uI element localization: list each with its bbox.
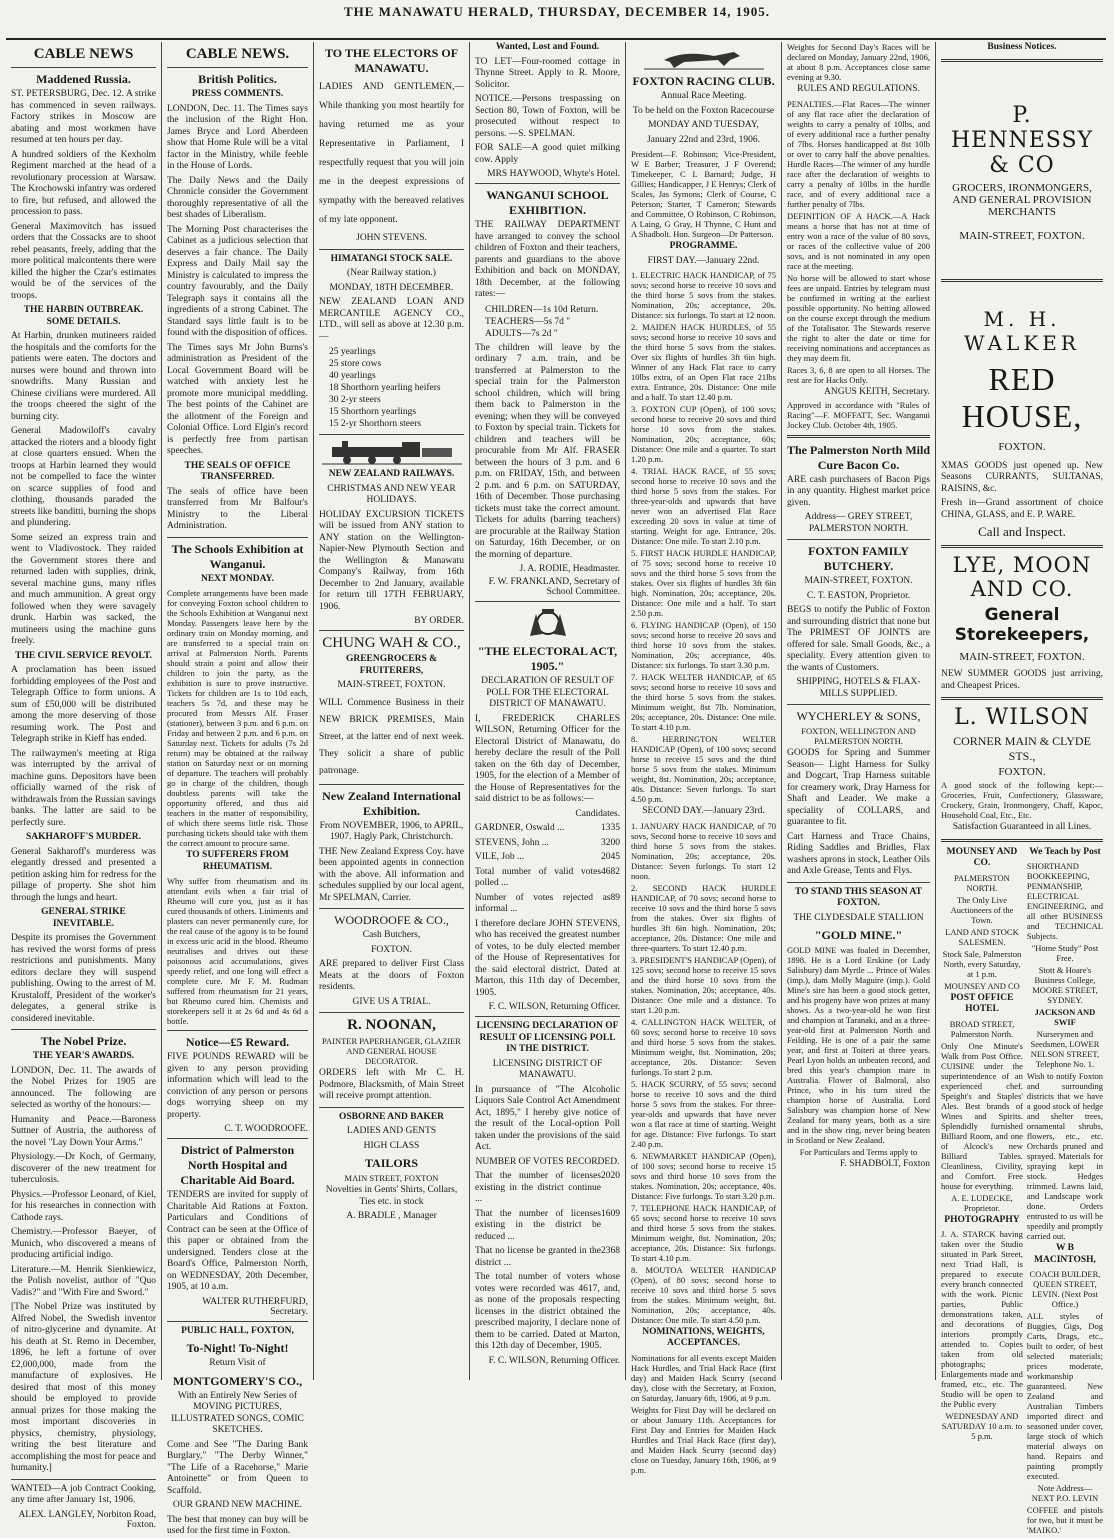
stock-item: 15 2-yr Shorthorn steers bbox=[329, 419, 422, 429]
article-paragraph: The Daily News and the Daily Chronicle consider the Government thoroughly representative of all the best shades of Liberalism. bbox=[167, 175, 308, 220]
hennessy-address: MAIN-STREET, FOXTON. bbox=[959, 229, 1085, 242]
ads-right bbox=[1027, 847, 1103, 1538]
signature: F. C. WILSON, Returning Officer. bbox=[488, 1002, 620, 1012]
article-paragraph: At Harbin, drunken mutineers raided the hospitals and the comforts for the patients were eaten. The doctors and nurses were bound and thrown into snowdrifts. Many Russian and Chinese civilians were murdered. All the troops cheered the sight of the burning city. bbox=[11, 331, 156, 422]
license-row: That the number of licenses existing in the district continue ... 2020 bbox=[475, 1171, 620, 1204]
wilson-heading: L. WILSON bbox=[954, 705, 1090, 730]
divider bbox=[167, 1030, 308, 1031]
notice-text: The children will leave by the ordinary 7 a.m. train, and be transferred at Palmerston to the special train for the Palmerston school children, which will bring them back to Palmerston in the evening; when they will be conveyed to Foxton by special train. Tickets for children and teachers will be procurable from Mr Alf. FRASER between the hours of 3 p.m. and 6 p.m. on FRIDAY, 15th, and between 2 p.m. and 6 p.m. on SATURDAY, 16th of December. Those purchasing tickets must take the correct amount. Tickets for adults (barring teachers) are procurable at the Railway Station on Saturday, 16th December, or on the morning of departure. bbox=[475, 342, 620, 560]
poll-row: VILE, Job ... 2045 bbox=[475, 852, 620, 862]
signature: BY ORDER. bbox=[414, 616, 464, 626]
subheading: MONDAY AND TUESDAY, bbox=[648, 120, 759, 130]
signature: F. C. WILSON, Returning Officer. bbox=[488, 1355, 620, 1366]
british-politics-heading: British Politics. bbox=[198, 72, 277, 86]
race-entry: 4. CALLINGTON HACK WELTER, of 60 sovs; second horse to receive 10 sovs and third horse 5 sovs from the stakes. Minimum weight, 8st. Nomination, 20s; acceptance, 20s. Distance: Seven furlongs. To start 2 p.m. bbox=[631, 1016, 776, 1077]
notice-text: FIVE POUNDS REWARD will be given to any person providing information which will lead to the conviction of any person or persons dogs worrying sheep on my property. bbox=[167, 1052, 308, 1120]
article-paragraph: A hundred soldiers of the Kexholm Regiment marched at the head of a revolutionary procession at Warsaw. The Krochowski infantry was ordered to fire, but refused, and allowed the procession to pass. bbox=[11, 149, 156, 217]
article-paragraph: LONDON, Dec. 11. The awards of the Nobel Prizes for 1905 are announced. The following are selected as worthy of the honours:— bbox=[11, 1065, 156, 1110]
wycherley-heading: WYCHERLEY & SONS, bbox=[796, 709, 921, 723]
divider bbox=[941, 545, 1103, 548]
subheading: SHIPPING, HOTELS & FLAX-MILLS SUPPLIED. bbox=[796, 677, 921, 699]
lye-moon-address: MAIN-STREET, FOXTON. bbox=[959, 651, 1085, 663]
signature: F. SHADBOLT, Foxton bbox=[839, 1159, 930, 1169]
subheading: SECOND DAY.—January 23rd. bbox=[642, 806, 765, 816]
article-paragraph: The railwaymen's meeting at Riga was interrupted by the arrival of machine guns. Depositors have been officially warned of the risk of withdrawals from the Russian savings banks. The latter are said to be perfectly sure. bbox=[11, 748, 156, 828]
divider bbox=[319, 1012, 464, 1013]
race-entry: 1. ELECTRIC HACK HANDICAP, of 75 sovs; second horse to receive 10 sovs and the third horse 5 sovs from the stakes. Nomination, 20s; acceptance, 20s. Distance: six furlongs. To start at 12 noon. bbox=[631, 270, 776, 320]
mounsey-heading: MOUNSEY AND CO. bbox=[946, 846, 1018, 868]
rate-item: TEACHERS—5s 7d " bbox=[485, 316, 571, 327]
subheading: SAKHAROFF'S MURDER. bbox=[25, 832, 142, 842]
race-entry: 4. TRIAL HACK RACE, of 55 sovs; second horse to receive 10 sovs and the third horse 5 sovs from the stakes. For three-year-olds and upwards that have never won an advertised Flat Race exceeding 20 sovs in value at time of starting. Weight for age. Entrance, 20s. Distance: One mile. To start 2.10 p.m. bbox=[631, 466, 776, 546]
divider bbox=[319, 1107, 464, 1108]
subheading: OUR GRAND NEW MACHINE. bbox=[172, 1500, 303, 1510]
column-2 bbox=[162, 42, 314, 1536]
ads-left bbox=[941, 847, 1023, 1538]
article-paragraph: Chemistry.—Professor Baeyer, of Munich, who discovered a means of producing artificial indigo. bbox=[11, 1227, 156, 1260]
classified-ad: WANTED—A job Contract Cooking, any time after January 1st, 1906. bbox=[11, 1483, 156, 1505]
notice-text: Nurserymen and Seedsmen, LOWER NELSON STREET, Telephone No. 1. bbox=[1030, 1029, 1100, 1069]
notice-text: The best that money can buy will be used for the first time in Foxton. bbox=[167, 1514, 308, 1536]
signature: JOHN STEVENS. bbox=[356, 233, 427, 243]
subheading: MONDAY, 18TH DECEMBER. bbox=[329, 282, 454, 293]
poll-informal: Number of votes rejected as informal ... 89 bbox=[475, 892, 620, 914]
notice-text: "Home Study" Post Free. bbox=[1031, 943, 1099, 963]
notice-text: BEGS to notify the Public of Foxton and surrounding district that none but The PRIMEST OF JOINTS are offered for sale. Small Goods, &c., a speciality. Every attention given to the wants of Customers. bbox=[787, 605, 930, 673]
notice-text: ALL styles of Buggies, Gigs, Dog Carts, Drags, etc., built to order, of best selected materials; prices moderate, workmanship guaranteed. New Zealand and Australian Timbers imported direct and seasoned under cover, large stock of which material always on hand. Repairs and painting promptly executed. bbox=[1026, 1311, 1103, 1481]
divider bbox=[941, 839, 1103, 842]
license-row: That the number of licenses existing in the district be reduced ... 1609 bbox=[475, 1208, 620, 1242]
wilson-address: FOXTON. bbox=[998, 766, 1046, 778]
cable-news-heading: CABLE NEWS. bbox=[185, 46, 290, 62]
signature: J. A. RODIE, Headmaster. bbox=[519, 564, 620, 574]
walker-address: FOXTON. bbox=[998, 440, 1046, 453]
notice-text: Weights for Second Day's Races will be declared on Monday, January 22nd, 1906, at about 8 p.m. Acceptances close same evening at 9.30. bbox=[787, 42, 930, 82]
cable-news-heading: CABLE NEWS bbox=[33, 46, 134, 62]
article-paragraph: The Morning Post characterises the Cabinet as a judicious selection that deserves a fair chance. The Daily Express and Daily Mail say the Ministry is calculated to impress the country favourably, and the Daily Telegraph says it contains all the ingredients of a strong Cabinet. The Standard says little fault is to be found with the disposition of offices. bbox=[167, 224, 308, 338]
column-3 bbox=[314, 42, 470, 1380]
licensing-heading: LICENSING DECLARATION OF RESULT OF LICENSING POLL IN THE DISTRICT. bbox=[476, 1021, 619, 1054]
tailors-heading: TAILORS bbox=[364, 1156, 419, 1170]
subheading: DECLARATION OF RESULT OF POLL FOR THE ELECTORAL DISTRICT OF MANAWATU. bbox=[481, 676, 614, 709]
divider bbox=[319, 630, 464, 631]
race-entry: 1. JANUARY HACK HANDICAP, of 70 sovs, Second horse to receive 10 sovs and third horse 5 sovs from the stakes. Nomination, 20s; acceptance, 20s. Distance: Seven furlongs. To start 12 noon. bbox=[631, 820, 776, 881]
stock-item: 18 Shorthorn yearling heifers bbox=[329, 383, 441, 393]
notice-text: Fresh in—Grand assortment of choice CHINA, GLASS, and E. P. WARE. bbox=[941, 498, 1103, 520]
column-5 bbox=[626, 42, 782, 1475]
subheading: Return Visit of bbox=[209, 1358, 266, 1368]
race-entry: 7. HACK WELTER HANDICAP, of 65 sovs; second horse to receive 10 sovs and the third horse 5 sovs from the stakes. Minimum weight, 8st 7lb. Nomination, 20s; acceptance, 20s. Distance: One mile. To start 4.10 p.m. bbox=[631, 672, 776, 732]
race-entry: 8. HERRINGTON WELTER HANDICAP (Open), of 100 sovs; second horse to receive 15 sovs and the third horse 5 sovs from the stakes. Minimum weight, 8st. Nomination, 20s; acceptance, 40s. Distance: Seven furlongs. To start 4.50 p.m. bbox=[631, 734, 776, 804]
subheading: GREENGROCERS & FRUITERERS, bbox=[345, 654, 438, 676]
divider bbox=[319, 908, 464, 909]
notice-text: COFFEE and pistols for two, but it must be 'MAIKO.' bbox=[1026, 1505, 1103, 1535]
subheading: RULES AND REGULATIONS. bbox=[797, 84, 920, 94]
hospital-board-heading: District of Palmerston North Hospital and Charitable Aid Board. bbox=[180, 1143, 295, 1187]
divider bbox=[787, 882, 930, 883]
subheading: THE CLYDESDALE STALLION bbox=[793, 912, 924, 923]
race-entry: 5. FIRST HACK HURDLE HANDICAP, of 75 sovs; second horse to receive 10 sovs and the third horse 5 sovs from the stakes. Over six flights of hurdles 3ft 6in high. Nomination, 20s; acceptance, 20s. Distance: One mile and a half. To start 2.50 p.m. bbox=[631, 548, 776, 618]
article-paragraph: Some seized an express train and went to Vladivostock. They raided the Government stores there and returned laden with supplies, drink, several machine guns, many rifles and much ammunition. A great orgy followed when they were savagely drunk. Harbin was sacked, the mutineers using the machine guns freely. bbox=[11, 532, 156, 646]
wilson-subheading: CORNER MAIN & CLYDE STS., bbox=[953, 734, 1091, 763]
divider bbox=[475, 1016, 620, 1017]
subheading: GIVE US A TRIAL. bbox=[352, 996, 431, 1007]
divider bbox=[167, 1321, 308, 1322]
notice-text: Only One Minute's Walk from Post Office. CUISINE under the superintendence of an experienced chef. Speight's and Staples' Ales. Best brands of Wines and Spirits. Splendidly furnished Billiard Room, and one of Alcock's new Billiard Tables. Cleanliness, Civility, and Comfort. Free house for everything. bbox=[941, 1040, 1023, 1191]
woodroofe-heading: WOODROOFE & CO., bbox=[334, 913, 449, 927]
notice-text: ARE cash purchasers of Bacon Pigs in any quantity. Highest market price given. bbox=[787, 474, 930, 508]
license-row: That no license be granted in the district ... 2368 bbox=[475, 1246, 620, 1268]
notice-text: Weights for First Day will be declared on or about January 11th. Acceptances for First Day and Entries for Maiden Hack Hurdles and Trial Hack Race (first day), and Maiden Hack Scurry (second day) close on Tuesday, January 16th, 1906, at 9 p.m. bbox=[631, 1404, 776, 1475]
subheading: THE SEALS OF OFFICE TRANSFERRED. bbox=[184, 460, 291, 482]
stallion-heading: TO STAND THIS SEASON AT FOXTON. bbox=[794, 886, 923, 908]
subheading: HIGH CLASS bbox=[363, 1140, 420, 1151]
post-office-hotel-heading: POST OFFICE HOTEL bbox=[950, 992, 1014, 1014]
signature: ANGUS KEITH, Secretary. bbox=[824, 386, 930, 397]
masthead: THE MANAWATU HERALD, THURSDAY, DECEMBER 14, 1905. bbox=[343, 4, 771, 19]
article-paragraph: General Sakharoff's murderess was elegantly dressed and presented a petition asking him for redress for the pillage of property. She shot him through the lungs and heart. bbox=[11, 846, 156, 903]
racing-club-heading: FOXTON RACING CLUB. bbox=[632, 74, 775, 88]
signature: A. E. LUDECKE, Proprietor. bbox=[951, 1192, 1013, 1213]
bacon-co-heading: The Palmerston North Mild Cure Bacon Co. bbox=[787, 442, 930, 472]
divider bbox=[941, 59, 1103, 62]
officials-text: President—F. Robinson; Vice-President, W E Barber; Treasurer, J F Overend; Timekeeper, C L Barnard; Judge, H Gillies; Handicapper, J E Henrys; Clerk of Scales, Jas Symons; Clerk of Course, C Peterson; Starter, T Cameron; Stewards and Committee, O Robinson, C Robinson, A Laing, G Gray, H Thynne, C Hunt and A Shadbolt. Hon. Surgeon—Dr Patterson. bbox=[631, 149, 776, 239]
subheading: Annual Race Meeting. bbox=[660, 91, 747, 101]
article-paragraph: LONDON, Dec. 11. The Times says the inclusion of the Right Hon. James Bryce and Lord Aberdeen show that Home Rule will be a vital factor in the Ministry, while feeble in the House of Lords. bbox=[167, 103, 308, 171]
divider bbox=[319, 784, 464, 785]
notice-text: To be held on the Foxton Racecourse bbox=[632, 105, 775, 116]
subheading: CHRISTMAS AND NEW YEAR HOLIDAYS. bbox=[327, 483, 456, 505]
article-paragraph: [The Nobel Prize was instituted by Alfred Nobel, the Swedish inventor of nitro-glycerine and dynamite. At his death at St. Remo in December, 1896, he left a fortune of over £2,000,000, made from the manufacture of explosives. He desired that most of this money should be employed to provide annual prizes for those making the most important discoveries in physics, chemistry, physiology, writing the best literature and accomplishing the most for peace and humanity.] bbox=[11, 1302, 156, 1473]
divider bbox=[941, 279, 1103, 282]
subheading: LICENSING DISTRICT OF MANAWATU. bbox=[492, 1058, 603, 1080]
wanganui-exhibition-heading: WANGANUI SCHOOL EXHIBITION. bbox=[486, 188, 609, 217]
photography-heading: PHOTOGRAPHY bbox=[944, 1214, 1020, 1225]
notice-text: I therefore declare JOHN STEVENS, who has received the greatest number of votes, to be duly elected member of the House of Representatives for the said electoral district. Dated at Marton, this 11th day of December, 1905. bbox=[475, 918, 620, 998]
subheading: MAIN-STREET, FOXTON. bbox=[337, 680, 446, 690]
notice-text: HOLIDAY EXCURSION TICKETS will be issued from ANY station to ANY station on the Wellington-Napier-New Plymouth Section and the Wellington & Manawatu Company's Railway, from 16th December to 2nd January, available for return till 17TH FEBRUARY, 1906. bbox=[319, 509, 464, 612]
hennessy-heading: P. HENNESSY & CO bbox=[950, 102, 1094, 178]
subheading: Cash Butchers, bbox=[362, 930, 421, 940]
notice-text: Note Address—NEXT P.O. LEVIN bbox=[1031, 1483, 1099, 1503]
notice-text: NEW ZEALAND LOAN AND MERCANTILE AGENCY CO., LTD., will sell as above at 12.30 p.m.— bbox=[319, 297, 464, 342]
article-paragraph: General Madowiloff's cavalry attacked the rioters and a bloody fight at close quarters ensued. When the troops at Harbin learned they would not be compelled to face the winter on scarce supplies of food and clothing, thousands paraded the streets like banditti, burning the shops and plundering. bbox=[11, 426, 156, 528]
classified-ad: NOTICE.—Persons trespassing on Section 80, Town of Foxton, will be prosecuted without respect to persons. —S. SPELMAN. bbox=[475, 94, 620, 139]
noonan-heading: R. NOONAN, bbox=[347, 1017, 436, 1033]
notice-text: Cart Harness and Trace Chains, Riding Saddles and Bridles, Flax washers aprons in stock, Leather Oils and Axle Grease, Tents and Flys. bbox=[787, 831, 930, 876]
subheading: GENERAL STRIKE INEVITABLE. bbox=[41, 907, 126, 929]
column-6 bbox=[782, 42, 936, 1380]
call-inspect-text: Call and Inspect. bbox=[978, 524, 1066, 539]
subheading: TO SUFFERERS FROM RHEUMATISM. bbox=[186, 850, 289, 872]
rules-text: No horse will be allowed to start whose fees are unpaid. Entries by telegram must be confirmed in writing at the earliest possible opportunity. No betting allowed on the course except through the medium of the Totalisator. The Stewards reserve the right to alter the date or time for receiving nominations and acceptances as they may deem fit. bbox=[787, 272, 930, 363]
subheading: FIRST DAY.—January 22nd. bbox=[647, 255, 760, 266]
notice-text: THE RAILWAY DEPARTMENT have arranged to convey the school children of Foxton and their teachers, parents and guardians to the above Exhibition and back on MONDAY, 18th December, at the following rates:— bbox=[475, 220, 620, 299]
divider bbox=[475, 183, 620, 184]
notice-text: ORDERS left with Mr C. H. Podmore, Blacksmith, of Main Street will receive prompt attention. bbox=[319, 1068, 464, 1101]
subheading: C. T. EASTON, Proprietor. bbox=[806, 590, 911, 601]
notice-text: For Particulars and Terms apply to bbox=[799, 1147, 918, 1157]
subheading: THE HARBIN OUTBREAK. SOME DETAILS. bbox=[23, 305, 144, 327]
notice-text: XMAS GOODS just opened up. New Seasons CURRANTS, SULTANAS, RAISINS, &c. bbox=[941, 460, 1103, 494]
divider bbox=[787, 539, 930, 540]
race-entry: 3. PRESIDENT'S HANDICAP (Open), of 125 sovs; second horse to receive 15 sovs and the third horse 10 sovs from the stakes. Nomination, 20s; acceptance, 40s. Distance: One mile and a distance. To start 1.20 p.m. bbox=[631, 954, 776, 1015]
subheading: NOMINATIONS, WEIGHTS, ACCEPTANCES. bbox=[642, 1326, 765, 1348]
jackson-swif-heading: JACKSON AND SWIF bbox=[1034, 1007, 1096, 1027]
article-paragraph: Physics.—Professor Leonard, of Kiel, for his researches in connection with Cathode rays. bbox=[11, 1189, 156, 1223]
osborne-baker-heading: OSBORNE AND BAKER bbox=[338, 1111, 445, 1122]
poll-header: Candidates. bbox=[575, 808, 620, 819]
article-paragraph: Physiology.—Dr Koch, of Germany, discoverer of the new treatment for tuberculosis. bbox=[11, 1152, 156, 1185]
schools-exhibition-heading: The Schools Exhibition at Wanganui. bbox=[171, 541, 304, 571]
subheading: THE YEAR'S AWARDS. bbox=[32, 1051, 135, 1061]
divider bbox=[475, 601, 620, 602]
stock-item: 40 yearlings bbox=[329, 371, 376, 381]
subheading: FOXTON, WELLINGTON AND PALMERSTON NORTH. bbox=[801, 726, 916, 746]
ads-row bbox=[941, 847, 1103, 1538]
tonight-heading: To-Night! To-Night! bbox=[186, 1341, 289, 1355]
family-butchery-heading: FOXTON FAMILY BUTCHERY. bbox=[808, 544, 909, 573]
divider bbox=[11, 67, 156, 68]
hennessy-subheading: GROCERS, IRONMONGERS, AND GENERAL PROVISION MERCHANTS bbox=[952, 181, 1092, 218]
subheading: PAINTER PAPERHANGER, GLAZIER AND GENERAL HOUSE DECORATOR. bbox=[322, 1036, 461, 1066]
notice-text: Satisfaction Guaranteed in all Lines. bbox=[952, 822, 1092, 832]
stock-item: 25 yearlings bbox=[329, 347, 376, 357]
railways-heading: NEW ZEALAND RAILWAYS. bbox=[328, 469, 455, 479]
electors-heading: TO THE ELECTORS OF MANAWATU. bbox=[324, 46, 459, 75]
notice-text: LADIES AND GENTLEMEN,— While thanking you most heartily for having returned me as your Representative in Parliament, I respectfully request that you will join me in the deepest expressions of sympathy with the bereaved relatives of my late opponent. bbox=[319, 82, 464, 225]
notice-text: Approved in accordance with "Rules of Racing"—F. MOFFATT, Sec. Wanganui Jockey Club. October 4th, 1905. bbox=[787, 399, 930, 430]
race-entry: 6. NEWMARKET HANDICAP (Open), of 100 sovs; second horse to receive 15 sovs and third horse 10 sovs from the stakes. Nomination, 20s; acceptance, 40s. Distance: Five furlongs. To start 3.20 p.m. bbox=[631, 1150, 776, 1201]
notice-text: In pursuance of "The Alcoholic Liquors Sale Control Act Amendment Act, 1895," I hereby give notice of the result of the Local-option Poll taken under the provisions of the said Act. bbox=[475, 1084, 620, 1152]
stock-list bbox=[329, 346, 464, 430]
rates-list bbox=[485, 304, 620, 340]
signature: ALEX. LANGLEY, Norbiton Road, Foxton. bbox=[18, 1509, 156, 1530]
race-entry: 2. MAIDEN HACK HURDLES, of 55 sovs; second horse to receive 10 sovs and the third horse 5 sovs from the stakes. Over six flights of hurdles 3ft 6in high. Winner of any Hack Flat race to carry 10lbs extra, of an Open Flat race 21lbs extra. Entrance, 20s. Distance: One mile and a half. To start 12.40 p.m. bbox=[631, 322, 776, 402]
notice-text: ARE prepared to deliver First Class Meats at the doors of Foxton residents. bbox=[319, 959, 464, 992]
notice-text: THE New Zealand Express Coy. have been appointed agents in connection with the above. All information and schedules supplied by our local agent, Mr SPELMAN, Carrier. bbox=[319, 846, 464, 903]
notice-text: A good stock of the following kept:— Groceries, Fruit, Confectionery, Glassware, Crockery, Grain, Ironmongery, Chaff, Kapoc, Household Coal, Etc., Etc. bbox=[941, 780, 1103, 820]
masthead-rule bbox=[6, 38, 1106, 40]
subheading: PALMERSTON NORTH. bbox=[954, 872, 1010, 893]
article-paragraph: The Times says Mr John Burns's administration as President of the Local Government Board will be watched with anxiety lest he promote more municipal meddling. The best points of the Cabinet are the allotment of the Foreign and Colonial Office. Lord Elgin's record is perfectly free from partisan speeches. bbox=[167, 342, 308, 456]
notice-text: Come and See "The Daring Bank Burglary," "The Derby Winner," "The Life of a Racehorse," Marie Antoinette" or from Queen to Scaffold. bbox=[167, 1439, 308, 1496]
article-paragraph: Literature.—M. Henrik Sienkiewicz, the Polish novelist, author of "Quo Vadis?" and "With Fire and Sword." bbox=[11, 1264, 156, 1298]
poll-row: GARDNER, Oswald ... 1335 bbox=[475, 823, 620, 833]
nobel-prize-heading: The Nobel Prize. bbox=[40, 1034, 127, 1048]
notice-text: With an Entirely New Series of MOVING PICTURES, ILLUSTRATED SONGS, COMIC SKETCHES. bbox=[171, 1390, 304, 1435]
gold-mine-heading: "GOLD MINE." bbox=[814, 928, 903, 942]
subheading: THE CIVIL SERVICE REVOLT. bbox=[15, 650, 152, 661]
notice-text: NEW SUMMER GOODS just arriving, and Cheapest Prices. bbox=[941, 669, 1103, 691]
notice-text: The total number of voters whose votes were recorded was 4617, and, as none of the proposals respecting licenses in the district obtained the prescribed majority, I declare none of them to be carried. Dated at Marton, this 12th day of December, 1905. bbox=[475, 1272, 620, 1351]
divider bbox=[167, 67, 308, 68]
subheading: PRESS COMMENTS. bbox=[191, 89, 284, 99]
subheading: FOXTON. bbox=[371, 944, 412, 955]
macintosh-heading: W B MACINTOSH, bbox=[1034, 1243, 1096, 1265]
teach-by-post-heading: We Teach by Post bbox=[1029, 846, 1101, 857]
reward-notice-heading: Notice—£5 Reward. bbox=[185, 1035, 290, 1049]
red-house-heading: RED HOUSE, bbox=[961, 360, 1083, 434]
signature: MOUNSEY AND CO bbox=[944, 980, 1020, 991]
notice-text: Stock Sale, Palmerston North, every Saturday, at 1 p.m. bbox=[942, 948, 1022, 979]
notice-text: Wish to notify Foxton and surrounding districts that we have a good stock of hedge and shelter trees, ornamental shrubs, flowers, etc., etc. Orchards pruned and sprayed. Materials for spraying kept in stock. Hedges trimmed. Lawns laid, and Landscape work done. Orders entrusted to us will be speedily and promptly carried out. bbox=[1026, 1071, 1103, 1241]
rate-item: ADULTS—7s 2d " bbox=[485, 328, 558, 339]
notice-text: The Only Live Auctioneers of the Town. bbox=[950, 894, 1014, 925]
stock-sale-heading: HIMATANGI STOCK SALE. bbox=[330, 253, 453, 264]
article-paragraph: Complete arrangements have been made for conveying Foxton school children to the Schools Exhibition at Wanganui next Monday. Passengers leave here by the ordinary train on Monday morning, and are transferred to a special train on arrival at Palmerston North. Parents should strain a point and allow their children to join the party, as the exhibition is sure to prove instructive. Tickets for children are 1s to 10d each, teachers 5s 7d, and these may be procured from Messrs Alf. Fraser (stationer), between 3 p.m. and 6 p.m. on Friday and between 2 p.m. and 6 p.m. on Saturday next. Tickets for adults (7s 2d return) may be obtained at the railway station on Saturday next or on morning of departure. The teachers will probably go in charge of the children, though doubtless parents will take the opportunity offered, and thus aid teachers in the matter of responsibility, of which there seems little risk. Those purchasing tickets should take with them the correct amount to procure same. bbox=[167, 588, 308, 848]
race-entry: 2. SECOND HACK HURDLE HANDICAP, of 70 sovs; second horse to receive 10 sovs and the third horse 5 sovs from the stakes. Over six flights of hurdles 3ft 6in high. Nomination, 20s; acceptance, 20s. Distance: One mile and three-quarters. To start 12.40 p.m. bbox=[631, 882, 776, 953]
racehorse-icon bbox=[644, 46, 764, 70]
coat-of-arms-icon bbox=[526, 606, 570, 640]
stock-item: 30 2-yr steers bbox=[329, 395, 381, 405]
rules-text: Races 3, 6, 8 are open to all Horses. The rest are for Hacks Only. bbox=[787, 364, 930, 385]
exhibition-heading: New Zealand International Exhibition. bbox=[322, 788, 461, 818]
signature: A. BRADLE , Manager bbox=[346, 1211, 437, 1221]
wanted-lost-found-heading: Wanted, Lost and Found. bbox=[495, 42, 600, 52]
address-text: Address— GREY STREET, PALMERSTON NORTH. bbox=[804, 512, 913, 534]
subheading: NEXT MONDAY. bbox=[200, 573, 275, 584]
notice-text: Nominations for all events except Maiden Hack Hurdles, and Trial Hack Race (first day) and Maiden Hack Scurry (second day), close with the Secretary, at Foxton, on Saturday, January 6th, 1906, at 9 p.m. bbox=[631, 1352, 776, 1403]
article-paragraph: Why suffer from rheumatism and its attendant evils when a fair trial of Rheumo will cure you, just as it has cured thousands of others. Liniments and plasters can never permanently cure, for the real cause of the agony is to be found in excess uric acid in the blood. Rheumo neutralises and drives out these poisonous acid accumulations, gives speedy relief, and one long will effect a complete cure. Mr F. M. Rudman suffered from rheumatism for 21 years, but Rheumo cured him. Chemists and storekeepers sell it at 2s 6d and 4s 6d a bottle. bbox=[167, 876, 308, 1026]
article-paragraph: Despite its promises the Government has revived the worst forms of press restrictions and punishments. Many editors declare they will suspend publishing. Owing to the arrest of M. Krustaloff, President of the worker's delegates, a general strike is considered inevitable. bbox=[11, 933, 156, 1024]
poll-total: Total number of valid votes polled ... 4682 bbox=[475, 866, 620, 888]
classified-ad: FOR SALE—A good quiet milking cow. Apply bbox=[475, 143, 620, 165]
maddened-russia-heading: Maddened Russia. bbox=[36, 72, 131, 86]
signature: F. W. FRANKLAND, Secretary of School Committee. bbox=[488, 577, 620, 597]
divider bbox=[787, 435, 930, 438]
notice-text: SHORTHAND BOOKKEEPING, PENMANSHIP, ELECTRICAL ENGINEERING, and all other BUSINESS and TECHNICAL Subjects. bbox=[1026, 861, 1103, 941]
signature: MRS HAYWOOD, Whyte's Hotel. bbox=[487, 169, 620, 179]
notice-text: LAND AND STOCK SALESMEN. bbox=[945, 926, 1019, 947]
notice-text: J. A. STARCK having taken over the Studio situated in Park Street, next Triad Hall, is prepared to execute every branch connected with the work. Picnic parties, Public demonstrations taken, and decorations of interiors promptly attended to. Copies taken from old photographs; Enlargements made and framed, etc., etc. The Studio will be open to the Public every bbox=[941, 1229, 1023, 1409]
column-7 bbox=[936, 42, 1108, 1535]
subheading: MAIN STREET, FOXTON bbox=[344, 1173, 439, 1183]
stock-item: 25 store cows bbox=[329, 359, 382, 369]
notice-text: GOLD MINE was foaled in December, 1898. He is a Lord Erskine (or Lady Salisbury) dam Myrtle ... Prince of Wales (imp.), dam Molly Maguire (imp.). Gold Mine's sire has been a good stock getter, and his progeny have won prizes at many shows. As a two-year-old he won first and champion at Taranaki, and as a three-year-old first at Palmerston North and Feilding. He is one of a pair the same year, and first at Toiteri at three years. Pearl Lyon holds an unbeaten record, and bred this year's champion mare in Australia. Flower of Balmoral, also Prince, who in his turn sired the champion horse of Australia. Lord Salisbury was champion horse of New Zealand for many years, both as a sire and in the show ring, never being beaten in Scotland or New Zealand. bbox=[787, 945, 930, 1145]
notice-text: Stott & Hoare's Business College, MOORE STREET, SYDNEY. bbox=[1032, 965, 1098, 1005]
subheading: NUMBER OF VOTES RECORDED. bbox=[475, 1156, 620, 1167]
business-notices-heading: Business Notices. bbox=[987, 42, 1057, 52]
notice-text: I, FREDERICK CHARLES WILSON, Returning Officer for the Electoral District of Manawatu, do hereby declare the result of the Poll taken on the 6th day of December, 1905, for the election of a Member of the House of Representatives for the said district to be as follows:— bbox=[475, 713, 620, 804]
subheading: From NOVEMBER, 1906, to APRIL, 1907. Hagly Park, Christchurch. bbox=[319, 820, 464, 842]
column-4 bbox=[470, 42, 626, 1380]
notice-text: Novelties in Gents' Shirts, Collars, Ties etc. in stock bbox=[325, 1185, 458, 1207]
notice-text: WILL Commence Business in their NEW BRICK PREMISES, Main Street, at the latter end of next week. They solicit a share of public patronage. bbox=[319, 697, 464, 776]
general-storekeepers-heading: General Storekeepers, bbox=[954, 605, 1090, 645]
notice-text: GOODS for Spring and Summer Season— Light Harness for Sulky and Dogcart, Trap Harness suitable for creamery work, Dray Harness for Shaft and Leader. We make a speciality of COLLARS, and guarantee to fit. bbox=[787, 748, 930, 827]
divider bbox=[319, 434, 464, 435]
article-paragraph: ST. PETERSBURG, Dec. 12. A strike has commenced in seven railways. Factory strikes in Moscow are abating and most workmen have resumed at ten hours per day. bbox=[11, 89, 156, 145]
subheading: PROGRAMME. bbox=[669, 241, 738, 251]
divider bbox=[319, 249, 464, 250]
rules-text: DEFINITION OF A HACK.—A Hack means a horse that has not at time of entry won a race of the value of 80 sovs, or races of the collective value of 200 sovs, and is not nominated in any open race at the meeting. bbox=[787, 210, 930, 271]
race-entry: 5. HACK SCURRY, of 55 sovs; second horse to receive 10 sovs and the third horse 5 sovs from the stakes. For three-year-olds and upwards that have never won a flat race at time of starting. Weight for age. Distance: Five furlongs. To start 2.40 p.m. bbox=[631, 1078, 776, 1149]
classified-ad: TO LET—Four-roomed cottage in Thynne Street. Apply to R. Moore, Solicitor. bbox=[475, 56, 620, 90]
race-entry: 7. TELEPHONE HACK HANDICAP, of 65 sovs; second horse to receive 10 sovs and third horse 5 sovs from the stakes. Minimum weight, 8st. Nomination, 20s; acceptance, 20s. Distance: Six furlongs. To start 4.10 p.m. bbox=[631, 1202, 776, 1263]
public-hall-heading: PUBLIC HALL, FOXTON, bbox=[181, 1325, 294, 1336]
race-entry: 6. FLYING HANDICAP (Open), of 150 sovs; second horse to receive 20 sovs and third horse 10 sovs from the stakes. Nomination, 20s; acceptance, 40s. Distance: six furlongs. To start 3.30 p.m. bbox=[631, 620, 776, 670]
walker-heading: M. H. WALKER bbox=[964, 306, 1080, 355]
electoral-act-heading: "THE ELECTORAL ACT, 1905." bbox=[477, 644, 618, 673]
subheading: (Near Railway station.) bbox=[347, 268, 436, 278]
subheading: LADIES AND GENTS bbox=[346, 1126, 437, 1136]
divider bbox=[167, 537, 308, 538]
race-entry: 8. MOUTOA WELTER HANDICAP (Open), of 80 sovs; second horse to receive 10 sovs and third horse 5 sovs from the stakes. Minimum weight, 8st. Nomination, 20s; acceptance, 40s. Distance: One mile. To start 4.50 p.m. bbox=[631, 1264, 776, 1325]
race-entry: 3. FOXTON CUP (Open), of 100 sovs; second horse to receive 20 sovs and third horse 10 sovs from the stakes. Nomination, 20s; acceptance, 60s; Distance: One mile and a quarter. To start 1.20 p.m. bbox=[631, 404, 776, 464]
locomotive-icon bbox=[322, 439, 462, 465]
article-paragraph: A proclamation has been issued forbidding employees of the Post and Telegraph Office to form unions. A sum of £50,000 will be distributed among the more deserving of those resuming work. The Post and Telegraph strike in Kieff has ended. bbox=[11, 665, 156, 744]
notice-text: WEDNESDAY AND SATURDAY 10 a.m. to 5 p.m. bbox=[941, 1411, 1023, 1441]
divider bbox=[11, 1479, 156, 1480]
rules-text: PENALTIES.—Flat Races—The winner of any flat race after the declaration of weights to carry a penalty of 10lbs, and of every additional race a further penalty of 7lbs. Horses handicapped at 8st 10lb or over to carry half the above penalties. Hurdle Races—The winner of any hurdle race after the declaration of weights to carry a penalty of 10lbs in the hurdle race, and of every additional race a further penalty of 7lbs. bbox=[787, 98, 930, 209]
subheading: January 22nd and 23rd, 1906. bbox=[647, 134, 760, 145]
chung-wah-heading: CHUNG WAH & CO., bbox=[322, 635, 461, 651]
montgomery-heading: MONTGOMERY'S CO., bbox=[172, 1373, 303, 1388]
subheading: COACH BUILDER, QUEEN STREET, LEVIN. (Next Post Office.) bbox=[1029, 1269, 1101, 1309]
divider bbox=[11, 1029, 156, 1030]
divider bbox=[167, 1138, 308, 1139]
stock-item: 15 Shorthorn yearlings bbox=[329, 407, 417, 417]
article-paragraph: Humanity and Peace.—Baroness Suttner of Austria, the authoress of the novel "Lay Down Your Arms." bbox=[11, 1114, 156, 1148]
notice-text: TENDERS are invited for supply of Charitable Aid Rations at Foxton. Particulars and Conditions of Contract can be seen at the Office of this paper or obtained from the undersigned. Tenders close at the Board's Office, Palmerston North, on WEDNESDAY, 20th December, 1905, at 10 a.m. bbox=[167, 1190, 308, 1292]
lye-moon-heading: LYE, MOON AND CO. bbox=[952, 553, 1092, 601]
rate-item: CHILDREN—1s 10d Return. bbox=[485, 304, 599, 315]
divider bbox=[787, 704, 930, 705]
subheading: BROAD STREET, Palmerston North. bbox=[949, 1018, 1015, 1039]
poll-row: STEVENS, John ... 3200 bbox=[475, 837, 620, 848]
divider bbox=[941, 697, 1103, 700]
signature: C. T. WOODROOFE. bbox=[224, 1124, 308, 1134]
article-paragraph: The seals of office have been transferred from Mr Balfour's Ministry to the Liberal Administration. bbox=[167, 486, 308, 531]
column-1 bbox=[6, 42, 162, 1530]
subheading: MAIN-STREET, FOXTON. bbox=[804, 576, 913, 586]
signature: WALTER RUTHERFURD, Secretary. bbox=[202, 1296, 308, 1317]
article-paragraph: General Maximovitch has issued orders that the Cossacks are to shoot rebel peasants, freely, adding that the more political malcontents there were killed the higher the Czar's estimates would be of the services of the troops. bbox=[11, 221, 156, 301]
